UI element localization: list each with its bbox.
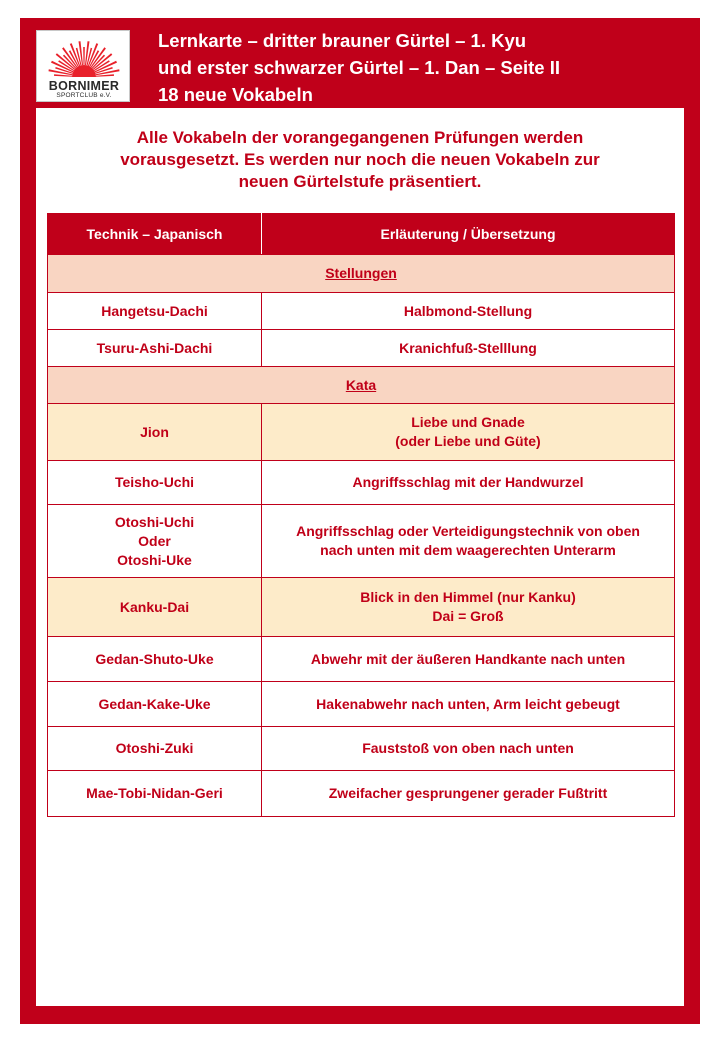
table-row — [48, 505, 675, 578]
sun-ray — [79, 41, 84, 65]
technique-cell — [48, 461, 262, 505]
technique-cell — [48, 293, 262, 330]
section-row-kata — [48, 367, 675, 404]
cell-text-line: Hakenabwehr nach unten, Arm leicht gebeugt — [316, 695, 620, 712]
technique-cell — [48, 682, 262, 727]
sun-ray — [85, 41, 90, 65]
explanation-cell — [262, 461, 675, 505]
intro-line-1: Alle Vokabeln der vorangegangenen Prüfungen werden — [136, 128, 584, 147]
table-row — [48, 330, 675, 367]
explanation-cell — [262, 771, 675, 817]
table-row — [48, 637, 675, 682]
cell-text-line: Oder — [138, 532, 171, 549]
cell-text-line: Gedan-Shuto-Uke — [95, 650, 214, 667]
cell-text-line: Fauststoß von oben nach unten — [362, 740, 574, 756]
explanation-cell — [262, 637, 675, 682]
sun-disc — [72, 65, 96, 77]
cell-text-line: Dai = Groß — [432, 608, 504, 624]
club-logo — [36, 30, 130, 102]
cell-text-line: Otoshi-Uchi — [114, 513, 195, 530]
page-title — [158, 27, 678, 108]
technique-cell — [48, 727, 262, 771]
title-line-2: und erster schwarzer Gürtel – 1. Dan – Seite II — [158, 57, 561, 78]
technique-cell — [48, 330, 262, 367]
table-row — [48, 682, 675, 727]
explanation-cell — [262, 578, 675, 637]
table-row — [48, 293, 675, 330]
cell-text-line: Gedan-Kake-Uke — [98, 695, 211, 712]
table-row — [48, 461, 675, 505]
vocabulary-table — [47, 213, 675, 817]
sun-ray — [83, 47, 85, 65]
explanation-cell — [262, 330, 675, 367]
technique-cell — [48, 637, 262, 682]
cell-text-line: Hangetsu-Dachi — [101, 302, 208, 319]
title-line-1: Lernkarte – dritter brauner Gürtel – 1. Kyu — [158, 30, 527, 51]
cell-text-line: Halbmond-Stellung — [403, 302, 533, 319]
cell-text-line: Blick in den Himmel (nur Kanku) — [360, 589, 576, 605]
logo-subtitle: SPORTCLUB e.V. — [56, 92, 112, 99]
intro-line-2: vorausgesetzt. Es werden nur noch die neuen Vokabeln zur — [120, 150, 600, 169]
rising-sun-icon — [37, 31, 131, 81]
section-row-stellungen — [48, 255, 675, 293]
cell-text-line: Tsuru-Ashi-Dachi — [96, 339, 213, 356]
title-line-3: 18 neue Vokabeln — [158, 84, 313, 105]
cell-text-line: Teisho-Uchi — [114, 474, 195, 490]
technique-cell — [48, 578, 262, 637]
section-title: Kata — [345, 376, 377, 393]
table-header-row — [48, 214, 675, 255]
explanation-cell — [262, 404, 675, 461]
cell-text-line: Otoshi-Zuki — [115, 740, 194, 756]
column-header-explanation: Erläuterung / Übersetzung — [262, 214, 675, 255]
cell-text-line: Zweifacher gesprungener gerader Fußtritt — [328, 785, 608, 801]
section-title: Stellungen — [325, 265, 397, 281]
technique-cell — [48, 505, 262, 578]
intro-text — [60, 127, 660, 193]
table-row — [48, 578, 675, 637]
table-row — [48, 771, 675, 817]
logo-name: BORNIMER — [48, 79, 120, 93]
cell-text-line: nach unten mit dem waagerechten Unterarm — [320, 542, 616, 558]
explanation-cell — [262, 293, 675, 330]
cell-text-line: Angriffsschlag oder Verteidigungstechnik von oben — [296, 523, 640, 539]
cell-text-line: Otoshi-Uke — [117, 551, 192, 568]
cell-text-line: Abwehr mit der äußeren Handkante nach unten — [310, 650, 626, 667]
cell-text-line: Mae-Tobi-Nidan-Geri — [86, 785, 223, 801]
technique-cell — [48, 404, 262, 461]
cell-text-line: Angriffsschlag mit der Handwurzel — [352, 474, 584, 490]
cell-text-line: (oder Liebe und Güte) — [395, 433, 541, 449]
technique-cell — [48, 771, 262, 817]
explanation-cell — [262, 505, 675, 578]
intro-line-3: neuen Gürtelstufe präsentiert. — [238, 172, 482, 191]
explanation-cell — [262, 727, 675, 771]
table-row — [48, 404, 675, 461]
column-header-technique: Technik – Japanisch — [48, 214, 262, 255]
table-row — [48, 727, 675, 771]
cell-text-line: Kanku-Dai — [119, 598, 190, 615]
explanation-cell — [262, 682, 675, 727]
cell-text-line: Kranichfuß-Stelllung — [399, 339, 537, 356]
cell-text-line: Liebe und Gnade — [411, 414, 525, 430]
cell-text-line: Jion — [140, 423, 169, 440]
